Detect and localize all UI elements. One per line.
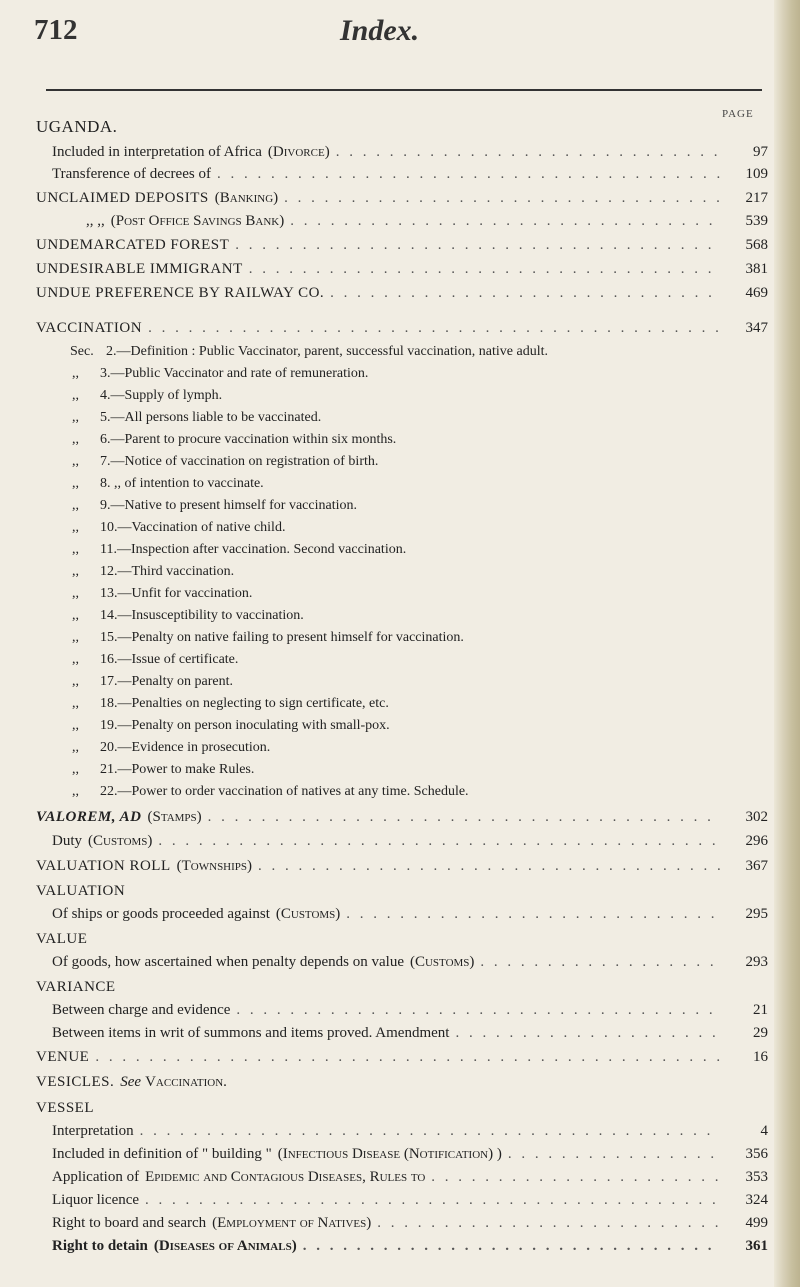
vaccination-section-line <box>72 738 270 758</box>
section-prefix: ,, <box>72 696 79 711</box>
page-ref: 293 <box>745 954 768 970</box>
vaccination-section-line <box>72 782 469 802</box>
section-text: 5.—All persons liable to be vaccinated. <box>100 410 322 425</box>
section-text: 4.—Supply of lymph. <box>100 388 223 403</box>
section-prefix: ,, <box>72 432 79 447</box>
section-prefix: ,, <box>72 564 79 579</box>
page-ref: 296 <box>745 833 768 849</box>
index-entry: Interpretation . . . 4 <box>52 1120 768 1144</box>
section-text: 22.—Power to order vaccination of natives at any time. Schedule. <box>100 784 469 799</box>
section-prefix: ,, <box>72 388 79 403</box>
page-ref: 361 <box>745 1238 768 1254</box>
page-ref: 16 <box>753 1049 768 1065</box>
section-prefix: ,, <box>72 476 79 491</box>
section-text: 7.—Notice of vaccination on registration of birth. <box>100 454 379 469</box>
vaccination-section-line <box>72 672 233 692</box>
page-ref: 97 <box>753 144 768 160</box>
page-ref: 381 <box>745 261 768 277</box>
vaccination-section-line <box>72 562 234 582</box>
section-prefix: ,, <box>72 718 79 733</box>
page-ref: 367 <box>745 858 768 874</box>
vaccination-section-line <box>72 716 390 736</box>
page-ref: 324 <box>745 1192 768 1208</box>
vaccination-section-line <box>72 518 285 538</box>
section-text: 11.—Inspection after vaccination. Second vaccination. <box>100 542 407 557</box>
vaccination-section-line <box>72 606 304 626</box>
index-entry: Between items in writ of summons and items proved. Amendment . . . 29 <box>52 1022 768 1046</box>
section-prefix: ,, <box>72 630 79 645</box>
vaccination-section-line <box>72 408 321 428</box>
section-text: 21.—Power to make Rules. <box>100 762 255 777</box>
page-ref: 217 <box>745 190 768 206</box>
index-entry: Of goods, how ascertained when penalty depends on value (Customs) . . . 293 <box>52 951 768 975</box>
page-title: Index. <box>340 14 420 47</box>
section-prefix: ,, <box>72 410 79 425</box>
vaccination-section-line <box>72 540 406 560</box>
page-ref: 4 <box>760 1123 768 1139</box>
index-entry: UNDUE PREFERENCE BY RAILWAY CO. . . . 469 <box>36 282 768 306</box>
page-ref: 499 <box>745 1215 768 1231</box>
index-entry: Liquor licence . . . 324 <box>52 1189 768 1213</box>
section-text: 20.—Evidence in prosecution. <box>100 740 271 755</box>
vaccination-section-line <box>72 584 252 604</box>
index-entry: Included in definition of " building " (Infectious Disease (Notification) ) . . . 356 <box>52 1143 768 1167</box>
index-entry: Included in interpretation of Africa (Divorce) . . . 97 <box>52 141 768 165</box>
index-entry: UNDEMARCATED FOREST . . . 568 <box>36 234 768 258</box>
page-number: 712 <box>34 14 78 46</box>
index-entry: Between charge and evidence . . . 21 <box>52 999 768 1023</box>
section-prefix: Sec. <box>70 344 94 359</box>
index-entry: Duty (Customs) . . . 296 <box>52 830 768 854</box>
section-prefix: ,, <box>72 652 79 667</box>
section-prefix: ,, <box>72 784 79 799</box>
page-ref: 539 <box>745 213 768 229</box>
index-entry: VENUE . . . 16 <box>36 1046 768 1070</box>
index-entry: ,, ,, (Post Office Savings Bank) . . . 539 <box>86 210 768 234</box>
page-ref: 295 <box>745 906 768 922</box>
page-column-label: PAGE <box>722 108 754 120</box>
index-entry: UNDESIRABLE IMMIGRANT . . . 381 <box>36 258 768 282</box>
page-ref: 353 <box>745 1169 768 1185</box>
section-text: 9.—Native to present himself for vaccination. <box>100 498 357 513</box>
header-rule <box>46 89 762 91</box>
index-entry: VALUATION ROLL (Townships) . . . 367 <box>36 855 768 879</box>
index-heading-variance: VARIANCE <box>36 979 116 995</box>
page-ref: 21 <box>753 1002 768 1018</box>
index-heading-vessel: VESSEL <box>36 1100 95 1116</box>
section-prefix: ,, <box>72 520 79 535</box>
index-entry: Right to detain (Diseases of Animals) . . . 361 <box>52 1235 768 1259</box>
page-edge <box>774 0 800 1287</box>
vaccination-section-line <box>72 474 264 494</box>
page-ref: 347 <box>745 320 768 336</box>
section-text: 8. ,, of intention to vaccinate. <box>100 476 264 491</box>
section-text: 14.—Insusceptibility to vaccination. <box>100 608 304 623</box>
index-heading-uganda: UGANDA. <box>36 117 118 136</box>
vaccination-section-line <box>72 430 396 450</box>
page-ref: 356 <box>745 1146 768 1162</box>
index-entry: VACCINATION . . . 347 <box>36 317 768 341</box>
section-text: 10.—Vaccination of native child. <box>100 520 286 535</box>
index-heading-valuation: VALUATION <box>36 883 126 899</box>
section-prefix: ,, <box>72 454 79 469</box>
section-text: 18.—Penalties on neglecting to sign certificate, etc. <box>100 696 389 711</box>
index-heading-value: VALUE <box>36 931 88 947</box>
index-entry: Right to board and search (Employment of Natives) . . . 499 <box>52 1212 768 1236</box>
vaccination-section-line <box>72 364 368 384</box>
index-entry: Application of Epidemic and Contagious Diseases, Rules to . . . 353 <box>52 1166 768 1190</box>
vaccination-section-line <box>72 628 464 648</box>
vaccination-section-line <box>72 694 389 714</box>
vaccination-section-line <box>70 342 548 362</box>
index-entry-vesicles: VESICLES. See Vaccination. <box>36 1074 227 1090</box>
page-ref: 29 <box>753 1025 768 1041</box>
section-prefix: ,, <box>72 586 79 601</box>
section-text: 13.—Unfit for vaccination. <box>100 586 253 601</box>
page-ref: 469 <box>745 285 768 301</box>
section-prefix: ,, <box>72 674 79 689</box>
index-entry: Of ships or goods proceeded against (Customs) . . . 295 <box>52 903 768 927</box>
section-text: 17.—Penalty on parent. <box>100 674 233 689</box>
vaccination-section-line <box>72 496 357 516</box>
vaccination-section-line <box>72 760 254 780</box>
section-text: 19.—Penalty on person inoculating with small-pox. <box>100 718 390 733</box>
section-prefix: ,, <box>72 762 79 777</box>
section-text: 16.—Issue of certificate. <box>100 652 239 667</box>
page-ref: 109 <box>745 166 768 182</box>
index-entry: UNCLAIMED DEPOSITS (Banking) . . . 217 <box>36 187 768 211</box>
page-ref: 568 <box>745 237 768 253</box>
section-text: 6.—Parent to procure vaccination within six months. <box>100 432 397 447</box>
section-text: 3.—Public Vaccinator and rate of remuneration. <box>100 366 369 381</box>
section-prefix: ,, <box>72 740 79 755</box>
index-entry: VALOREM, AD (Stamps) . . . 302 <box>36 806 768 830</box>
index-entry: Transference of decrees of . . . 109 <box>52 163 768 187</box>
section-text: 12.—Third vaccination. <box>100 564 235 579</box>
section-text: 2.—Definition : Public Vaccinator, parent, successful vaccination, native adult. <box>106 344 548 359</box>
vaccination-section-line <box>72 650 238 670</box>
section-prefix: ,, <box>72 542 79 557</box>
section-prefix: ,, <box>72 366 79 381</box>
vaccination-section-line <box>72 386 222 406</box>
section-text: 15.—Penalty on native failing to present himself for vaccination. <box>100 630 464 645</box>
page-ref: 302 <box>745 809 768 825</box>
vaccination-section-line <box>72 452 378 472</box>
section-prefix: ,, <box>72 608 79 623</box>
section-prefix: ,, <box>72 498 79 513</box>
